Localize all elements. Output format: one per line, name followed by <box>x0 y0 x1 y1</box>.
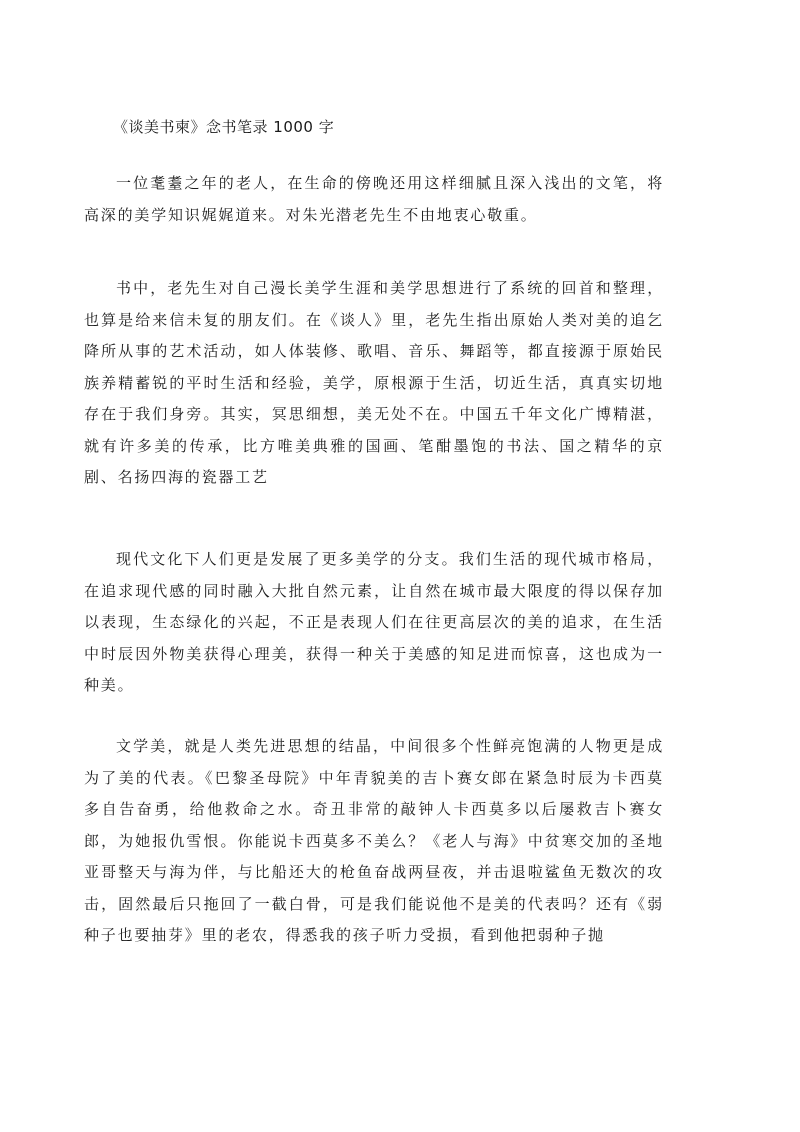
paragraph-book-review: 书中，老先生对自己漫长美学生涯和美学思想进行了系统的回首和整理，也算是给来信未复的朋友们。在《谈人》里，老先生指出原始人类对美的追乞降所从事的艺术活动，如人体装修、歌唱、音乐、舞蹈等，都直接源于原始民族养精蓄锐的平时生活和经验，美学，原根源于生活，切近生活，真真实切地存在于我们身旁。其实，冥思细想，美无处不在。中国五千年文化广博精湛，就有许多美的传承，比方唯美典雅的国画、笔酣墨饱的书法、国之精华的京剧、名扬四海的瓷器工艺 <box>84 279 664 486</box>
paragraph-modern-culture: 现代文化下人们更是发展了更多美学的分支。我们生活的现代城市格局，在追求现代感的同时融入大批自然元素，让自然在城市最大限度的得以保存加以表现，生态绿化的兴起，不正是表现人们在往更高层次的美的追求，在生活中时辰因外物美获得心理美，获得一种关于美感的知足进而惊喜，这也成为一种美。 <box>84 550 664 694</box>
paragraph-literary-beauty: 文学美，就是人类先进思想的结晶，中间很多个性鲜亮饱满的人物更是成为了美的代表。《巴黎圣母院》中年青貌美的吉卜赛女郎在紧急时辰为卡西莫多自告奋勇，给他救命之水。奇丑非常的敲钟人卡西莫多以后屡救吉卜赛女郎，为她报仇雪恨。你能说卡西莫多不美么？《老人与海》中贫寒交加的圣地亚哥整天与海为伴，与比船还大的枪鱼奋战两昼夜，并击退啦鲨鱼无数次的攻击，固然最后只拖回了一截白骨，可是我们能说他不是美的代表吗？还有《弱种子也要抽芽》里的老农，得悉我的孩子听力受损，看到他把弱种子抛 <box>84 737 664 944</box>
paragraph-intro: 一位耄耋之年的老人，在生命的傍晚还用这样细腻且深入浅出的文笔，将高深的美学知识娓娓道来。对朱光潜老先生不由地衷心敬重。 <box>84 174 664 224</box>
document-title: 《谈美书柬》念书笔录 1000 字 <box>113 118 335 136</box>
